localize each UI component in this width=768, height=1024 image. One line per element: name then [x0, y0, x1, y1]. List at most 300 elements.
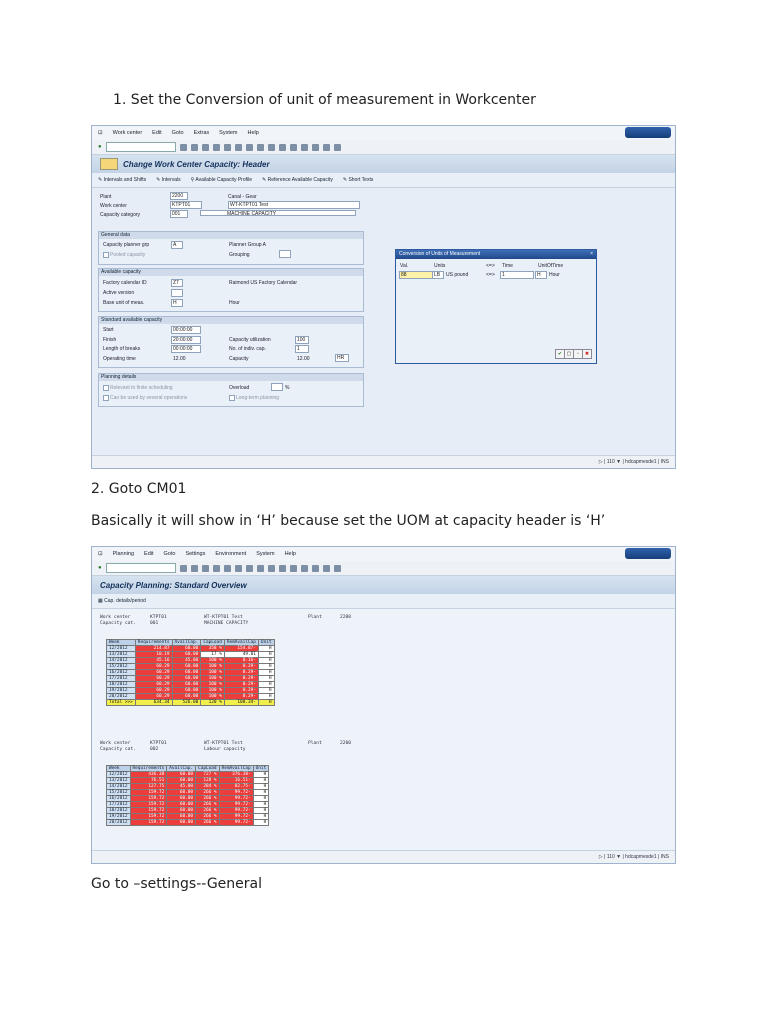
screen-title-bar	[92, 576, 675, 594]
overload-unit: %	[285, 385, 290, 391]
exit-icon[interactable]	[202, 144, 209, 151]
table-cell: 0.29-	[224, 682, 258, 688]
column-units: Units	[434, 263, 446, 269]
table-cell: H	[253, 772, 269, 778]
column-time: Time	[502, 263, 513, 269]
table-cell: 18/2012	[107, 808, 131, 814]
find-next-icon[interactable]	[246, 565, 253, 572]
planning-details-group	[98, 373, 364, 407]
individual-capacities-field[interactable]: 1	[295, 345, 309, 353]
table-cell: 108.34-	[224, 700, 258, 706]
table-cell: H	[253, 778, 269, 784]
menu-settings[interactable]: Settings	[185, 551, 206, 557]
wc-value-2: KTPT01	[150, 741, 167, 746]
table-cell: H	[258, 658, 274, 664]
active-version-field[interactable]	[171, 289, 183, 297]
menu-goto[interactable]: Goto	[163, 551, 176, 557]
first-page-icon[interactable]	[257, 565, 264, 572]
cc-label-2: Capacity cat.	[100, 747, 136, 752]
capacity-table-machine	[106, 639, 275, 706]
table-cell: 100 %	[201, 682, 225, 688]
plant-label-2: Plant	[308, 741, 322, 746]
table-cell: 127.75	[130, 784, 167, 790]
plant-field[interactable]: 2200	[170, 192, 188, 200]
table-cell: H	[253, 814, 269, 820]
pooled-capacity-label: Pooled capacity	[110, 252, 146, 258]
menu-extras[interactable]: Extras	[193, 130, 210, 136]
finish-label: Finish	[103, 337, 117, 343]
table-cell: 14/2012	[107, 784, 131, 790]
standard-capacity-group	[98, 316, 364, 368]
available-capacity-group	[98, 268, 364, 312]
table-cell: H	[258, 664, 274, 670]
start-label: Start	[103, 327, 114, 333]
cc-value-1: 001	[150, 621, 159, 626]
table-cell: 60.00	[172, 664, 201, 670]
table-cell: 266 %	[196, 796, 220, 802]
table-cell: 120 %	[201, 700, 225, 706]
menu-work-center[interactable]: Work center	[112, 130, 143, 136]
table-cell: 60.00	[167, 778, 196, 784]
table-cell: 12/2012	[107, 772, 131, 778]
table-cell: H	[253, 820, 269, 826]
factory-calendar-description: Raimond US Factory Calendar	[229, 280, 298, 286]
base-unit-description: Hour	[229, 300, 240, 306]
overload-field[interactable]	[271, 383, 283, 391]
page-title: Capacity Planning: Standard Overview	[100, 580, 247, 590]
last-page-icon[interactable]	[290, 144, 297, 151]
help-icon[interactable]	[323, 565, 330, 572]
display-change-icon[interactable]	[100, 158, 118, 170]
wc-value-1: KTPT01	[150, 615, 167, 620]
step-1-heading: 1. Set the Conversion of unit of measurement in Workcenter	[113, 92, 536, 108]
explanation-text: Basically it will show in ‘H’ because set the UOM at capacity header is ‘H’	[91, 513, 606, 529]
factory-calendar-label: Factory calendar ID	[103, 280, 147, 286]
shortcut-icon[interactable]	[312, 144, 319, 151]
group-title: Available capacity	[99, 269, 363, 276]
table-cell: 15/2012	[107, 664, 136, 670]
table-cell: 154.87-	[224, 646, 258, 652]
layout-icon[interactable]	[334, 565, 341, 572]
table-cell: 14/2012	[107, 658, 136, 664]
plant-value-2: 2200	[340, 741, 352, 746]
sap-icon[interactable]: ⊡	[98, 130, 103, 136]
several-operations-label: Can be used by several operations	[110, 395, 188, 401]
command-field[interactable]	[106, 563, 176, 573]
table-cell: 60.29	[135, 688, 172, 694]
table-cell: 19/2012	[107, 814, 131, 820]
first-page-icon[interactable]	[257, 144, 264, 151]
table-cell: 0.29-	[224, 694, 258, 700]
standard-toolbar	[92, 561, 675, 576]
table-cell: 16.51-	[219, 778, 253, 784]
table-cell: 128 %	[196, 778, 220, 784]
table-cell: 0.29-	[224, 676, 258, 682]
table-cell: 10.19	[135, 652, 172, 658]
table-cell: H	[258, 700, 274, 706]
table-cell: 60.00	[167, 820, 196, 826]
column-header[interactable]: Requirements	[135, 640, 172, 646]
cancel-icon[interactable]	[213, 144, 220, 151]
table-cell: 99.72-	[219, 796, 253, 802]
operating-time-label: Operating time	[103, 356, 136, 362]
table-cell: 266 %	[196, 802, 220, 808]
menu-bar	[92, 547, 675, 561]
short-texts-button[interactable]: ✎ Short Texts	[342, 177, 374, 183]
table-cell: 12/2012	[107, 646, 136, 652]
capacity-label: Capacity	[229, 356, 249, 362]
overload-label: Overload	[229, 385, 250, 391]
new-entry-icon[interactable]: ▫	[573, 349, 583, 359]
table-cell: H	[258, 652, 274, 658]
base-unit-label: Base unit of meas.	[103, 300, 145, 306]
find-next-icon[interactable]	[246, 144, 253, 151]
table-cell: 16/2012	[107, 796, 131, 802]
capacity-category-field[interactable]: 001	[170, 210, 188, 218]
long-term-planning-checkbox[interactable]	[229, 395, 235, 401]
table-cell: 60.00	[172, 694, 201, 700]
several-operations-checkbox[interactable]	[103, 395, 109, 401]
table-cell: 60.29	[135, 682, 172, 688]
main-content	[92, 609, 675, 851]
table-cell: 60.00	[172, 670, 201, 676]
find-icon[interactable]	[235, 144, 242, 151]
table-cell: 634.34	[135, 700, 172, 706]
menu-edit[interactable]: Edit	[152, 130, 162, 136]
table-cell: 266 %	[196, 814, 220, 820]
table-cell: 45.00	[167, 784, 196, 790]
shortcut-icon[interactable]	[312, 565, 319, 572]
work-center-description: WT-KTPT01 Test	[228, 201, 360, 209]
table-cell: 60.29	[135, 694, 172, 700]
back-icon[interactable]	[191, 565, 198, 572]
table-cell: 99.72-	[219, 790, 253, 796]
table-cell: 60.29	[135, 676, 172, 682]
table-cell: Total >>>	[107, 700, 136, 706]
reference-available-capacity-button[interactable]: ✎ Reference Available Capacity	[262, 177, 333, 183]
column-equals: <=>	[486, 263, 495, 269]
find-icon[interactable]	[235, 565, 242, 572]
table-cell: H	[258, 646, 274, 652]
general-data-group	[98, 231, 364, 265]
plant-description: Canal - Gear	[228, 194, 257, 200]
table-cell: 159.72	[130, 796, 167, 802]
table-cell: 20/2012	[107, 820, 131, 826]
table-cell: H	[258, 694, 274, 700]
table-cell: H	[253, 796, 269, 802]
table-cell: 15/2012	[107, 790, 131, 796]
menu-system[interactable]: System	[219, 130, 238, 136]
column-header[interactable]: RemAvailCap	[224, 640, 258, 646]
table-cell: 266 %	[196, 790, 220, 796]
table-cell: 49.81	[224, 652, 258, 658]
table-cell: 60.00	[167, 796, 196, 802]
next-page-icon[interactable]	[279, 144, 286, 151]
back-icon[interactable]	[191, 144, 198, 151]
base-unit-field[interactable]: H	[171, 299, 183, 307]
menu-system[interactable]: System	[256, 551, 275, 557]
wc-desc-2: WT-KTPT01 Test	[204, 741, 243, 746]
factory-calendar-field[interactable]: Z7	[171, 279, 183, 287]
total-row[interactable]	[107, 700, 275, 706]
step-3-text: Go to –settings--General	[91, 876, 262, 892]
long-term-planning-label: Long-term planning	[236, 395, 280, 401]
table-cell: 100 %	[201, 694, 225, 700]
table-cell: 526.00	[172, 700, 201, 706]
menu-bar	[92, 126, 675, 140]
table-cell: H	[258, 688, 274, 694]
table-cell: 60.00	[172, 652, 201, 658]
table-cell: 13/2012	[107, 652, 136, 658]
group-title: General data	[99, 232, 363, 239]
table-cell: 60.00	[167, 802, 196, 808]
unit-of-time-description: Hour	[549, 272, 560, 278]
table-cell: 17 %	[201, 652, 225, 658]
capacity-utilization-field[interactable]: 100	[295, 336, 309, 344]
finite-scheduling-label: Relevant to finite scheduling	[110, 385, 173, 391]
table-cell: 159.72	[130, 802, 167, 808]
capacity-value: 12.00	[297, 356, 310, 362]
pooled-capacity-checkbox[interactable]	[103, 252, 109, 258]
cc-label-1: Capacity cat.	[100, 621, 136, 626]
table-cell: 18/2012	[107, 682, 136, 688]
column-header[interactable]: Week	[107, 766, 131, 772]
table-cell: 17/2012	[107, 676, 136, 682]
finish-field[interactable]: 20:00:00	[171, 336, 201, 344]
wc-desc-1: WT-KTPT01 Test	[204, 615, 243, 620]
copy-icon[interactable]: ▢	[564, 349, 574, 359]
standard-toolbar	[92, 140, 675, 155]
step-2-heading: 2. Goto CM01	[91, 481, 187, 497]
next-page-icon[interactable]	[279, 565, 286, 572]
layout-icon[interactable]	[334, 144, 341, 151]
table-cell: 16/2012	[107, 670, 136, 676]
application-toolbar	[92, 173, 675, 188]
cc-desc-2: Labour capacity	[204, 747, 246, 752]
table-cell: H	[258, 682, 274, 688]
table-cell: 60.00	[167, 814, 196, 820]
value-field[interactable]: 88	[399, 271, 433, 279]
work-center-screenshot	[91, 125, 676, 469]
screen-title-bar	[92, 155, 675, 173]
individual-capacities-label: No. of indiv. cap.	[229, 346, 266, 352]
finite-scheduling-checkbox[interactable]	[103, 385, 109, 391]
table-cell: 17/2012	[107, 802, 131, 808]
table-cell: 60.00	[167, 808, 196, 814]
table-cell: 159.72	[130, 790, 167, 796]
cc-value-2: 002	[150, 747, 159, 752]
table-cell: 60.29	[135, 670, 172, 676]
table-cell: 99.72-	[219, 814, 253, 820]
start-field[interactable]: 00:00:00	[171, 326, 201, 334]
enter-icon[interactable]: ●	[98, 565, 102, 571]
column-header[interactable]: RemAvailCap	[219, 766, 253, 772]
capacity-utilization-label: Capacity utilization	[229, 337, 271, 343]
table-cell: 60.00	[172, 676, 201, 682]
column-header[interactable]: AvailCap.	[167, 766, 196, 772]
capacity-unit-field[interactable]: HR	[335, 354, 349, 362]
column-val: Val.	[400, 263, 409, 269]
table-cell: 60.00	[172, 682, 201, 688]
wc-label-2: Work center	[100, 741, 131, 746]
table-cell: 376.38-	[219, 772, 253, 778]
cancel-icon[interactable]	[213, 565, 220, 572]
column-header[interactable]: Unit	[253, 766, 269, 772]
capacity-category-description: MACHINE CAPACITY	[200, 210, 356, 216]
uom-conversion-dialog	[395, 249, 597, 364]
table-cell: 60.00	[167, 772, 196, 778]
column-header[interactable]: CapLoad	[196, 766, 220, 772]
intervals-shifts-button[interactable]: ✎ Intervals and Shifts	[98, 177, 147, 183]
breaks-field[interactable]: 00:00:00	[171, 345, 201, 353]
table-cell: H	[253, 784, 269, 790]
equals-sign: <=>	[486, 272, 495, 278]
page-title: Change Work Center Capacity: Header	[123, 159, 270, 169]
table-cell: 100 %	[201, 688, 225, 694]
table-cell: 100 %	[201, 670, 225, 676]
work-center-field[interactable]: KTPT01	[170, 201, 202, 209]
table-cell: 99.72-	[219, 808, 253, 814]
print-icon[interactable]	[224, 565, 231, 572]
time-field[interactable]: 1	[500, 271, 534, 279]
table-cell: 20/2012	[107, 694, 136, 700]
table-cell: 727 %	[196, 772, 220, 778]
group-title: Standard available capacity	[99, 317, 363, 324]
table-cell: 60.00	[167, 790, 196, 796]
column-header[interactable]: Unit	[258, 640, 274, 646]
menu-planning[interactable]: Planning	[112, 551, 135, 557]
table-cell: 60.00	[172, 688, 201, 694]
print-icon[interactable]	[224, 144, 231, 151]
capacity-planning-screenshot	[91, 546, 676, 864]
breaks-label: Length of breaks	[103, 346, 141, 352]
close-icon[interactable]: ×	[590, 251, 593, 257]
table-cell: 358 %	[201, 646, 225, 652]
table-cell: 266 %	[196, 820, 220, 826]
table-cell: 99.72-	[219, 820, 253, 826]
table-row[interactable]	[107, 820, 269, 826]
planner-group-description: Planner Group A	[229, 242, 266, 248]
exit-icon[interactable]	[202, 565, 209, 572]
table-cell: 266 %	[196, 808, 220, 814]
status-bar	[92, 455, 675, 468]
plant-label: Plant	[100, 194, 112, 200]
table-cell: 159.72	[130, 808, 167, 814]
main-content	[92, 188, 675, 456]
menu-goto[interactable]: Goto	[171, 130, 184, 136]
table-cell: H	[253, 802, 269, 808]
grouping-label: Grouping	[229, 252, 250, 258]
column-unit-of-time: UnitOfTime	[538, 263, 564, 269]
column-header[interactable]: AvailCap.	[172, 640, 201, 646]
work-center-label: Work center	[100, 203, 127, 209]
sap-icon[interactable]: ⊡	[98, 551, 103, 557]
command-field[interactable]	[106, 142, 176, 152]
table-cell: 0.16-	[224, 658, 258, 664]
table-cell: 0.29-	[224, 670, 258, 676]
window-controls[interactable]	[625, 548, 671, 559]
group-title: Planning details	[99, 374, 363, 381]
table-cell: 0.29-	[224, 664, 258, 670]
last-page-icon[interactable]	[290, 565, 297, 572]
new-session-icon[interactable]	[301, 144, 308, 151]
units-description: US pound	[446, 272, 469, 278]
table-cell: 214.87	[135, 646, 172, 652]
table-cell: H	[258, 676, 274, 682]
table-cell: 159.72	[130, 820, 167, 826]
table-cell: 13/2012	[107, 778, 131, 784]
table-cell: 0.29-	[224, 688, 258, 694]
window-controls[interactable]	[625, 127, 671, 138]
units-field[interactable]: LB	[432, 271, 444, 279]
menu-help[interactable]: Help	[284, 551, 296, 557]
save-icon[interactable]	[180, 144, 187, 151]
capacity-planner-field[interactable]: A	[171, 241, 183, 249]
table-cell: 436.38	[130, 772, 167, 778]
table-cell: 60.29	[135, 664, 172, 670]
table-cell: 60.00	[172, 646, 201, 652]
capacity-table-labour	[106, 765, 269, 826]
capacity-category-label: Capacity category	[100, 212, 141, 218]
unit-of-time-field[interactable]: H	[535, 271, 547, 279]
menu-edit[interactable]: Edit	[144, 551, 154, 557]
capacity-planner-label: Capacity planner grp	[103, 242, 150, 248]
cap-details-period-button[interactable]: ▦ Cap. details/period	[98, 598, 146, 604]
table-cell: H	[253, 808, 269, 814]
table-cell: 76.51	[130, 778, 167, 784]
grouping-field[interactable]	[279, 250, 291, 258]
table-cell: 100 %	[201, 658, 225, 664]
table-cell: 159.72	[130, 814, 167, 820]
available-capacity-profile-button[interactable]: ⚲ Available Capacity Profile	[190, 177, 253, 183]
column-header[interactable]: Requirements	[130, 766, 167, 772]
table-cell: 19/2012	[107, 688, 136, 694]
table-cell: 82.75-	[219, 784, 253, 790]
column-header[interactable]: Week	[107, 640, 136, 646]
menu-environment[interactable]: Environment	[215, 551, 247, 557]
plant-label-1: Plant	[308, 615, 322, 620]
table-cell: 100 %	[201, 664, 225, 670]
menu-help[interactable]: Help	[247, 130, 259, 136]
plant-value-1: 2200	[340, 615, 352, 620]
column-header[interactable]: CapLoad	[201, 640, 225, 646]
table-cell: 100 %	[201, 676, 225, 682]
prev-page-icon[interactable]	[268, 144, 275, 151]
table-cell: H	[258, 670, 274, 676]
table-cell: 99.72-	[219, 802, 253, 808]
confirm-check-icon[interactable]: ✔	[555, 349, 565, 359]
intervals-button[interactable]: ✎ Intervals	[156, 177, 181, 183]
dialog-title: Conversion of Units of Measurement ×	[396, 250, 596, 259]
application-toolbar	[92, 594, 675, 609]
table-cell: 45.16	[135, 658, 172, 664]
system-info: ▷ | 110 ▼ | hdcapmesde1 | INS	[598, 854, 669, 860]
cc-desc-1: MACHINE CAPACITY	[204, 621, 249, 626]
wc-label-1: Work center	[100, 615, 131, 620]
new-session-icon[interactable]	[301, 565, 308, 572]
table-cell: 45.00	[172, 658, 201, 664]
prev-page-icon[interactable]	[268, 565, 275, 572]
help-icon[interactable]	[323, 144, 330, 151]
cancel-x-icon[interactable]: ✖	[582, 349, 592, 359]
save-icon[interactable]	[180, 565, 187, 572]
table-cell: H	[253, 790, 269, 796]
status-bar	[92, 850, 675, 863]
enter-icon[interactable]: ●	[98, 144, 102, 150]
system-info: ▷ | 110 ▼ | hdcapmesde1 | INS	[598, 459, 669, 465]
table-cell: 284 %	[196, 784, 220, 790]
active-version-label: Active version	[103, 290, 135, 296]
